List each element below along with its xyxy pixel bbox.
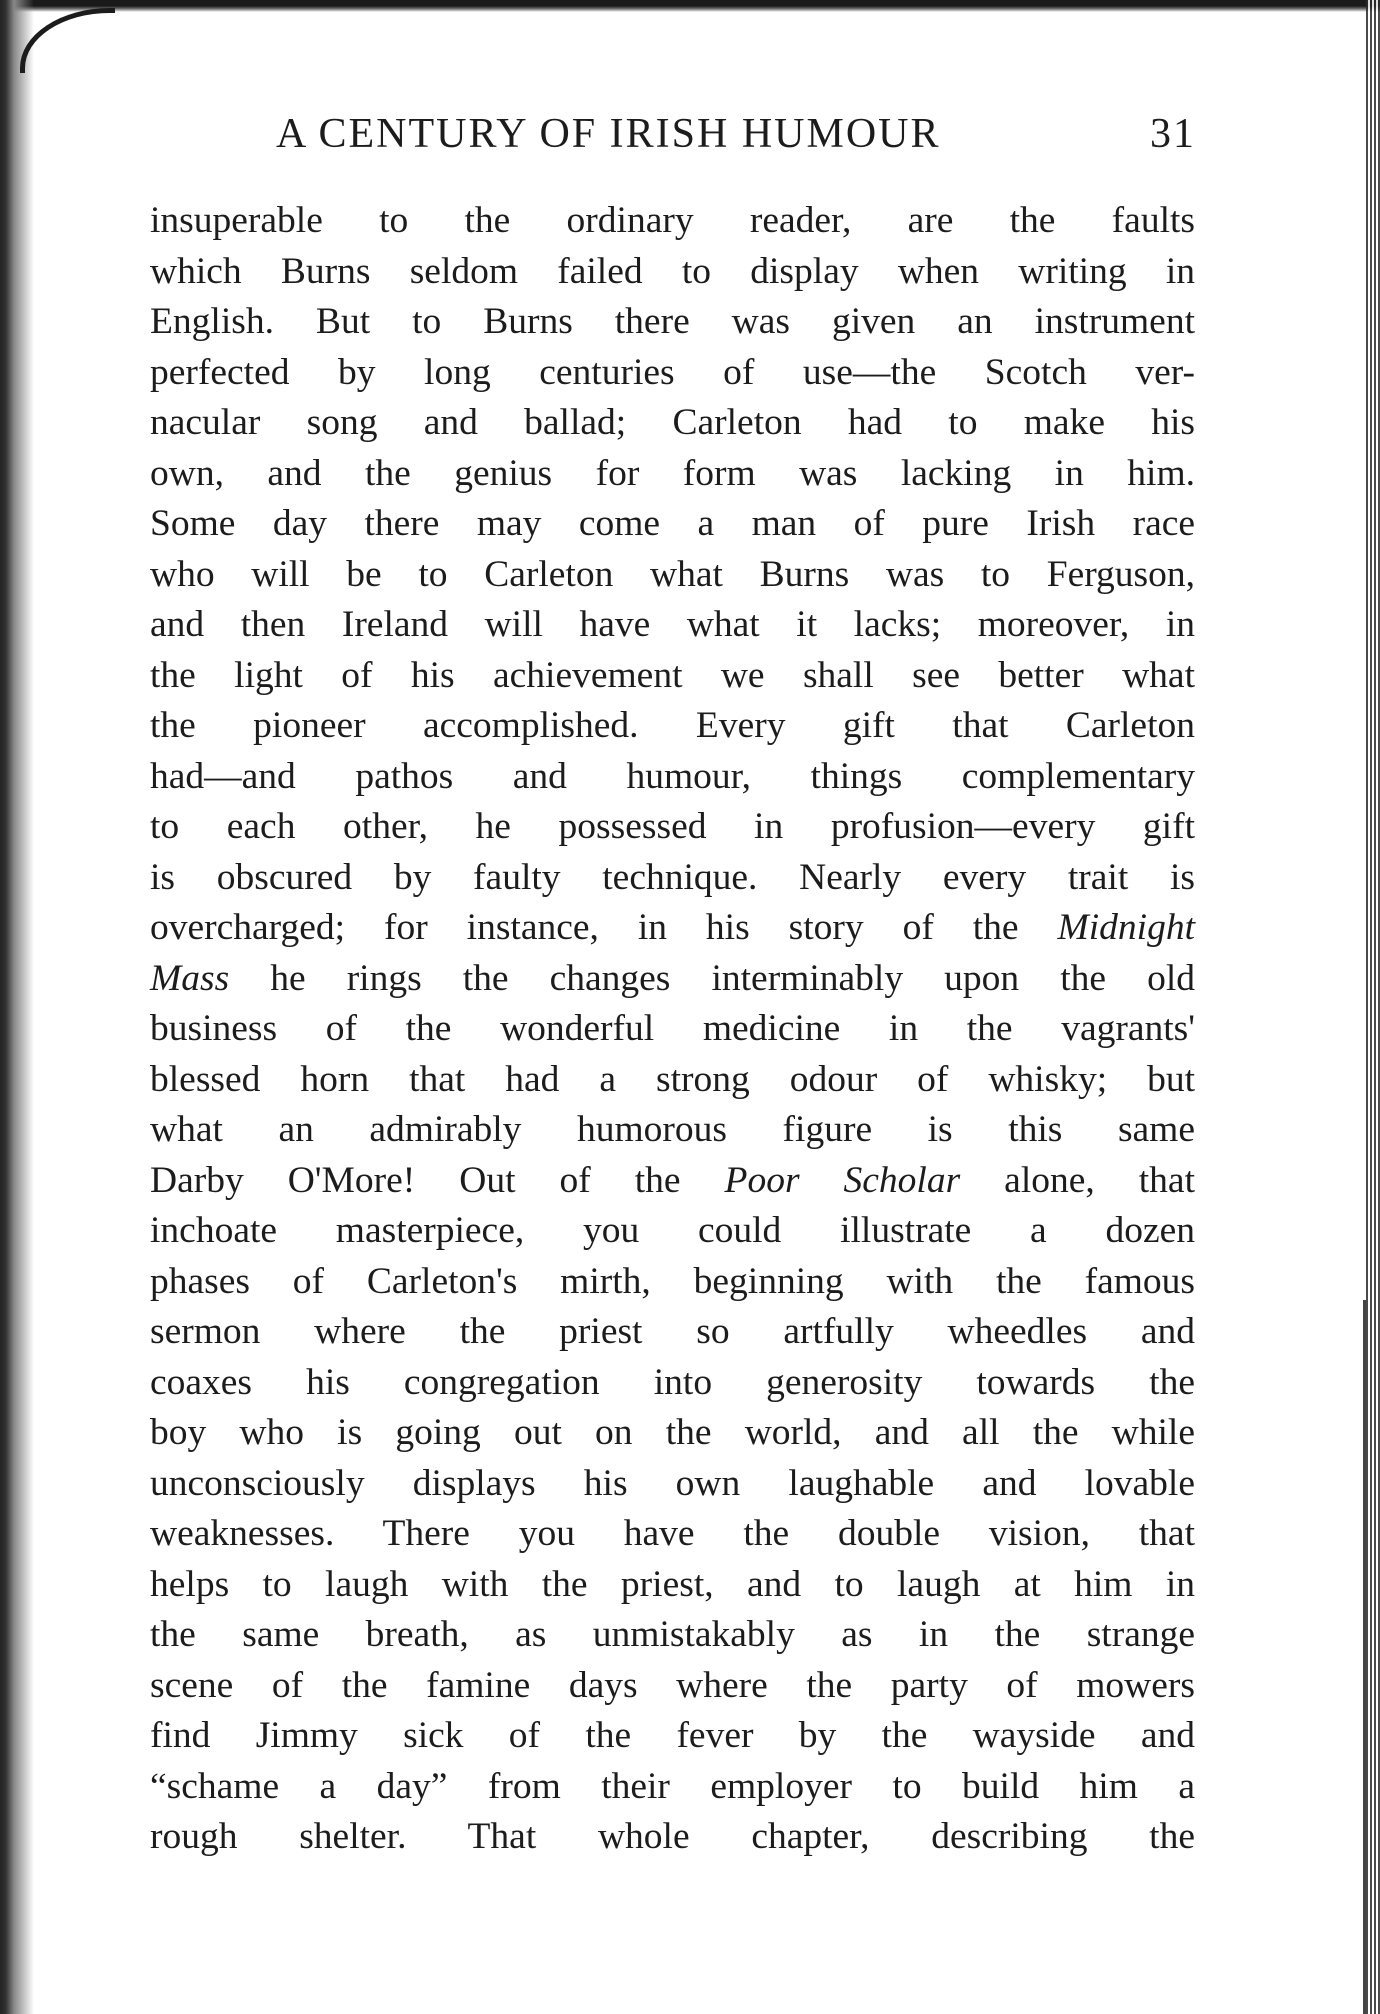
text-line: weaknesses. There you have the double vision, that <box>150 1513 1195 1554</box>
text-line: English. But to Burns there was given an instrument <box>150 301 1195 342</box>
text-line: nacular song and ballad; Carleton had to make his <box>150 402 1195 443</box>
text-line: own, and the genius for form was lacking in him. <box>150 452 1195 494</box>
text-line: the same breath, as unmistakably as in the strange <box>150 1614 1195 1655</box>
text-line: phases of Carleton's mirth, beginning with the famous <box>150 1260 1195 1302</box>
text-line: inchoate masterpiece, you could illustrate a dozen <box>150 1210 1195 1251</box>
scan-top-edge <box>0 0 1380 12</box>
scan-page-curl <box>20 8 115 73</box>
text-line: the pioneer accomplished. Every gift that Carleton <box>150 705 1195 746</box>
scan-right-edge <box>1366 0 1380 2014</box>
text-line: who will be to Carleton what Burns was to Ferguson, <box>150 553 1195 595</box>
text-line: boy who is going out on the world, and all the while <box>150 1412 1195 1453</box>
text-line: “schame a day” from their employer to build him a <box>150 1765 1195 1807</box>
text-line: which Burns seldom failed to display when writing in <box>150 250 1195 292</box>
text-line: rough shelter. That whole chapter, describing the <box>150 1816 1195 1857</box>
text-line: insuperable to the ordinary reader, are the faults <box>150 200 1195 241</box>
text-line: business of the wonderful medicine in the vagrants' <box>150 1008 1195 1049</box>
body-text <box>150 196 1195 1863</box>
scan-right-shadow <box>1363 1300 1366 2014</box>
text-line: coaxes his congregation into generosity towards the <box>150 1361 1195 1403</box>
text-line: Some day there may come a man of pure Irish race <box>150 503 1195 544</box>
text-line: and then Ireland will have what it lacks; moreover, in <box>150 604 1195 645</box>
text-line: sermon where the priest so artfully wheedles and <box>150 1311 1195 1352</box>
running-head <box>276 110 1216 170</box>
text-line: had—and pathos and humour, things complementary <box>150 755 1195 797</box>
text-line: what an admirably humorous figure is this same <box>150 1109 1195 1150</box>
page-number: 31 <box>1150 111 1196 157</box>
text-line: helps to laugh with the priest, and to laugh at him in <box>150 1563 1195 1605</box>
text-segment: alone, that <box>960 1159 1195 1201</box>
text-line: find Jimmy sick of the fever by the wayside and <box>150 1715 1195 1756</box>
text-line: scene of the famine days where the party of mowers <box>150 1664 1195 1706</box>
text-line <box>150 954 1195 1005</box>
running-head-title: A CENTURY OF IRISH HUMOUR <box>276 111 941 157</box>
text-segment: overcharged; for instance, in his story of the <box>150 907 1058 948</box>
text-line <box>150 903 1195 954</box>
text-line: to each other, he possessed in profusion—every gift <box>150 806 1195 847</box>
story-title-midnight-mass: Midnight <box>1057 907 1195 948</box>
text-segment: he rings the changes interminably upon the old <box>229 957 1195 999</box>
story-title-poor-scholar: Poor Scholar <box>724 1159 961 1201</box>
text-line: is obscured by faulty technique. Nearly every trait is <box>150 856 1195 898</box>
text-segment: Darby O'More! Out of the <box>150 1159 725 1201</box>
text-line: unconsciously displays his own laughable and lovable <box>150 1462 1195 1504</box>
text-line: perfected by long centuries of use—the Scotch ver- <box>150 351 1195 393</box>
text-line: the light of his achievement we shall see better what <box>150 654 1195 696</box>
text-line: blessed horn that had a strong odour of whisky; but <box>150 1058 1195 1100</box>
story-title-midnight-mass-cont: Mass <box>150 957 230 999</box>
text-line <box>150 1156 1195 1207</box>
scan-binding-edge <box>0 0 34 2014</box>
